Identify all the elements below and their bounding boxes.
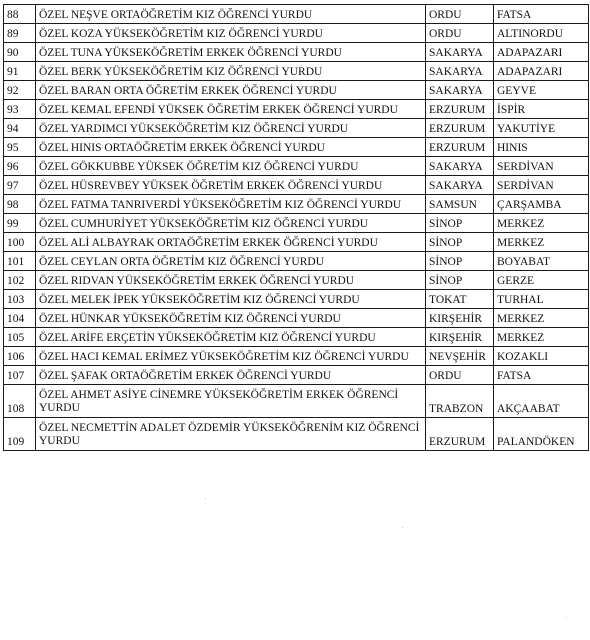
district-name: MERKEZ	[494, 233, 589, 252]
table-row	[4, 233, 589, 252]
table-row	[4, 24, 589, 43]
city-name: SAKARYA	[426, 62, 494, 81]
dormitory-name: ÖZEL CUMHURİYET YÜKSEKÖĞRETİM KIZ ÖĞRENCİ YURDU	[36, 214, 426, 233]
row-number: 96	[4, 157, 36, 176]
dormitory-name: ÖZEL YARDIMCI YÜKSEKÖĞRETİM KIZ ÖĞRENCİ YURDU	[36, 119, 426, 138]
city-name: SAKARYA	[426, 81, 494, 100]
district-name: FATSA	[494, 5, 589, 24]
city-name: SAKARYA	[426, 176, 494, 195]
city-name: ORDU	[426, 5, 494, 24]
dormitory-table	[3, 4, 589, 451]
table-row	[4, 214, 589, 233]
row-number: 107	[4, 366, 36, 385]
row-number: 105	[4, 328, 36, 347]
city-name: TOKAT	[426, 290, 494, 309]
district-name: ALTINORDU	[494, 24, 589, 43]
city-name: KIRŞEHİR	[426, 309, 494, 328]
document-page	[3, 4, 588, 451]
dormitory-name: ÖZEL KOZA YÜKSEKÖĞRETİM KIZ ÖĞRENCİ YURDU	[36, 24, 426, 43]
table-row	[4, 271, 589, 290]
dormitory-name: ÖZEL NEŞVE ORTAÖĞRETİM KIZ ÖĞRENCİ YURDU	[36, 5, 426, 24]
dormitory-name: ÖZEL AHMET ASİYE CİNEMRE YÜKSEKÖĞRETİM ERKEK ÖĞRENCİ YURDU	[36, 385, 426, 418]
table-row	[4, 366, 589, 385]
row-number: 93	[4, 100, 36, 119]
row-number: 89	[4, 24, 36, 43]
table-row	[4, 328, 589, 347]
dormitory-name: ÖZEL RIDVAN YÜKSEKÖĞRETİM ERKEK ÖĞRENCİ YURDU	[36, 271, 426, 290]
row-number: 108	[4, 385, 36, 418]
city-name: ERZURUM	[426, 418, 494, 451]
dormitory-table-body	[4, 5, 589, 451]
dormitory-name: ÖZEL BARAN ORTA ÖĞRETİM ERKEK ÖĞRENCİ YURDU	[36, 81, 426, 100]
table-row	[4, 81, 589, 100]
dormitory-name: ÖZEL ALİ ALBAYRAK ORTAÖĞRETİM ERKEK ÖĞRENCİ YURDU	[36, 233, 426, 252]
scan-speck	[402, 527, 403, 528]
dormitory-name: ÖZEL HÜSREVBEY YÜKSEK ÖĞRETİM ERKEK ÖĞRENCİ YURDU	[36, 176, 426, 195]
city-name: SAKARYA	[426, 157, 494, 176]
row-number: 103	[4, 290, 36, 309]
row-number: 104	[4, 309, 36, 328]
district-name: HINIS	[494, 138, 589, 157]
row-number: 99	[4, 214, 36, 233]
row-number: 88	[4, 5, 36, 24]
city-name: NEVŞEHİR	[426, 347, 494, 366]
table-row	[4, 290, 589, 309]
city-name: ORDU	[426, 24, 494, 43]
city-name: ERZURUM	[426, 138, 494, 157]
district-name: KOZAKLI	[494, 347, 589, 366]
table-row	[4, 252, 589, 271]
dormitory-name: ÖZEL GÖKKUBBE YÜKSEK ÖĞRETİM KIZ ÖĞRENCİ YURDU	[36, 157, 426, 176]
table-row	[4, 418, 589, 451]
district-name: GERZE	[494, 271, 589, 290]
table-row	[4, 62, 589, 81]
table-row	[4, 309, 589, 328]
district-name: YAKUTİYE	[494, 119, 589, 138]
table-row	[4, 119, 589, 138]
district-name: PALANDÖKEN	[494, 418, 589, 451]
table-row	[4, 195, 589, 214]
dormitory-name: ÖZEL ŞAFAK ORTAÖĞRETİM ERKEK ÖĞRENCİ YURDU	[36, 366, 426, 385]
row-number: 92	[4, 81, 36, 100]
district-name: SERDİVAN	[494, 176, 589, 195]
district-name: BOYABAT	[494, 252, 589, 271]
table-row	[4, 176, 589, 195]
district-name: ÇARŞAMBA	[494, 195, 589, 214]
city-name: SİNOP	[426, 271, 494, 290]
dormitory-name: ÖZEL CEYLAN ORTA ÖĞRETİM KIZ ÖĞRENCİ YURDU	[36, 252, 426, 271]
table-row	[4, 100, 589, 119]
row-number: 97	[4, 176, 36, 195]
city-name: TRABZON	[426, 385, 494, 418]
table-row	[4, 5, 589, 24]
city-name: SAMSUN	[426, 195, 494, 214]
district-name: ADAPAZARI	[494, 62, 589, 81]
city-name: ERZURUM	[426, 119, 494, 138]
dormitory-name: ÖZEL MELEK İPEK YÜKSEKÖĞRETİM KIZ ÖĞRENCİ YURDU	[36, 290, 426, 309]
dormitory-name: ÖZEL ARİFE ERÇETİN YÜKSEKÖĞRETİM KIZ ÖĞRENCİ YURDU	[36, 328, 426, 347]
district-name: İSPİR	[494, 100, 589, 119]
row-number: 101	[4, 252, 36, 271]
row-number: 102	[4, 271, 36, 290]
row-number: 109	[4, 418, 36, 451]
table-row	[4, 43, 589, 62]
dormitory-name: ÖZEL BERK YÜKSEKÖĞRETİM KIZ ÖĞRENCİ YURDU	[36, 62, 426, 81]
row-number: 90	[4, 43, 36, 62]
scan-speck	[205, 498, 206, 499]
dormitory-name: ÖZEL HÜNKAR YÜKSEKÖĞRETİM KIZ ÖĞRENCİ YURDU	[36, 309, 426, 328]
scan-speck	[566, 617, 567, 618]
row-number: 91	[4, 62, 36, 81]
city-name: SAKARYA	[426, 43, 494, 62]
district-name: AKÇAABAT	[494, 385, 589, 418]
district-name: SERDİVAN	[494, 157, 589, 176]
city-name: SİNOP	[426, 214, 494, 233]
city-name: KIRŞEHİR	[426, 328, 494, 347]
table-row	[4, 385, 589, 418]
district-name: GEYVE	[494, 81, 589, 100]
city-name: SİNOP	[426, 252, 494, 271]
row-number: 98	[4, 195, 36, 214]
district-name: ADAPAZARI	[494, 43, 589, 62]
dormitory-name: ÖZEL HACI KEMAL ERİMEZ YÜKSEKÖĞRETİM KIZ ÖĞRENCİ YURDU	[36, 347, 426, 366]
city-name: ORDU	[426, 366, 494, 385]
table-row	[4, 157, 589, 176]
district-name: MERKEZ	[494, 328, 589, 347]
district-name: MERKEZ	[494, 309, 589, 328]
dormitory-name: ÖZEL NECMETTİN ADALET ÖZDEMİR YÜKSEKÖĞRENİM KIZ ÖĞRENCİ YURDU	[36, 418, 426, 451]
row-number: 100	[4, 233, 36, 252]
district-name: MERKEZ	[494, 214, 589, 233]
row-number: 95	[4, 138, 36, 157]
district-name: TURHAL	[494, 290, 589, 309]
table-row	[4, 347, 589, 366]
district-name: FATSA	[494, 366, 589, 385]
city-name: SİNOP	[426, 233, 494, 252]
row-number: 106	[4, 347, 36, 366]
dormitory-name: ÖZEL TUNA YÜKSEKÖĞRETİM ERKEK ÖĞRENCİ YURDU	[36, 43, 426, 62]
row-number: 94	[4, 119, 36, 138]
city-name: ERZURUM	[426, 100, 494, 119]
dormitory-name: ÖZEL KEMAL EFENDİ YÜKSEK ÖĞRETİM ERKEK ÖĞRENCİ YURDU	[36, 100, 426, 119]
table-row	[4, 138, 589, 157]
dormitory-name: ÖZEL FATMA TANRIVERDİ YÜKSEKÖĞRETİM KIZ ÖĞRENCİ YURDU	[36, 195, 426, 214]
dormitory-name: ÖZEL HINIS ORTAÖĞRETİM ERKEK ÖĞRENCİ YURDU	[36, 138, 426, 157]
